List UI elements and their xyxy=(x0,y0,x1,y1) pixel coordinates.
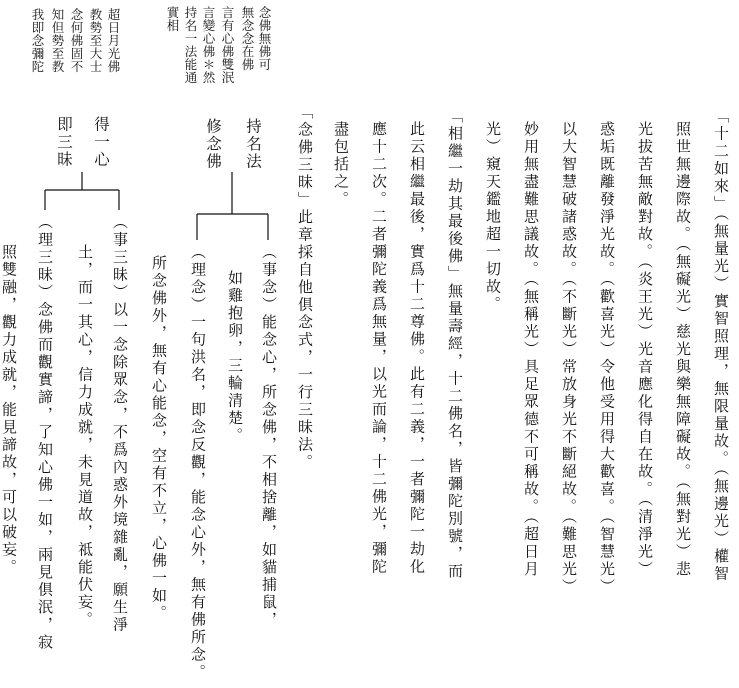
tree1-branch-1: （事念）能念心，所念佛，不相捨離，如貓捕鼠， xyxy=(260,244,278,629)
note-line-4: 言變心佛＊然 xyxy=(201,6,216,84)
body-line-3: 光拔苦無敵對故。（炎王光）光音應化得自在故。（清淨光） xyxy=(636,121,654,579)
tree1-heading: 持名法 xyxy=(244,118,262,171)
tree2-branch-1: （事三昧）以一念除眾念，不爲內惑外境雜亂，願生淨 xyxy=(111,214,129,634)
body-line-12: 「念佛三昧」此章採自他俱念式，一行三昧法。 xyxy=(296,104,314,472)
body-line-1: 「十二如來」（無量光）實智照理，無限量故。（無邊光）權智 xyxy=(712,108,730,583)
note-line-6: 實相 xyxy=(165,6,180,32)
note-line-2: 無念念在佛 xyxy=(240,6,255,71)
body-line-8: 「相繼一劫其最後佛」無量壽經，十二佛名，皆彌陀別號，而 xyxy=(446,108,464,581)
body-line-6: 妙用無盡難思議故。（無稱光）具足眾德不可稱故。（超日月 xyxy=(522,121,540,579)
body-line-10: 應十二次。二者彌陀義爲無量，以光而論，十二佛光，彌陀 xyxy=(370,121,388,576)
tree2-branch-2: （理三昧）念佛而觀實諦，了知心佛一如，兩見俱泯，寂 xyxy=(36,214,54,652)
tree2-heading: 得一心 xyxy=(92,116,110,169)
body-line-5: 以大智慧破諸惑故。（不斷光）常放身光不斷絕故。（難思光） xyxy=(560,121,578,596)
tree1-branch-2-cont: 所念佛外，無有心能念，空有不立，心佛一如。 xyxy=(150,255,168,623)
note-line-7: 超日月光佛 xyxy=(106,8,121,73)
body-line-11: 盡包括之。 xyxy=(332,121,350,209)
note-line-1: 念佛無佛可 xyxy=(257,6,272,71)
note-line-8: 教勢至大士 xyxy=(88,8,103,73)
note-line-9: 念何佛固不 xyxy=(69,8,84,73)
note-line-3: 言有心佛雙泯 xyxy=(220,6,235,84)
note-line-5: 持名一法能通 xyxy=(183,6,198,84)
body-line-7: 光）窺天鑑地超一切故。 xyxy=(484,121,502,314)
tree1-branch-2: （理念）一句洪名，即念反觀，能念心外，無有佛所念。 xyxy=(189,244,207,682)
tree2-branch-2-cont: 照雙融，觀力成就，能見諦故，可以破妄。 xyxy=(0,244,18,577)
note-line-10: 知但勢至教 xyxy=(50,8,65,73)
note-line-11: 我即念彌陀 xyxy=(30,8,45,73)
tree2-branch-1-cont: 土，而一其心，信力成就，未見道故，祗能伏妄。 xyxy=(76,244,94,629)
tree2-subheading: 即三昧 xyxy=(55,116,73,169)
tree1-branch-1-cont: 如雞抱卵，三輪清楚。 xyxy=(226,270,244,445)
body-line-4: 惑垢既離發淨光故。（歡喜光）令他受用得大歡喜。（智慧光） xyxy=(598,121,616,596)
body-line-9: 此云相繼最後，實爲十二尊佛。此有二義，一者彌陀一劫化 xyxy=(408,121,426,576)
body-line-2: 照世無邊際故。（無礙光）慈光與樂無障礙故。（無對光）悲 xyxy=(674,121,692,579)
tree1-subheading: 修念佛 xyxy=(204,118,222,171)
